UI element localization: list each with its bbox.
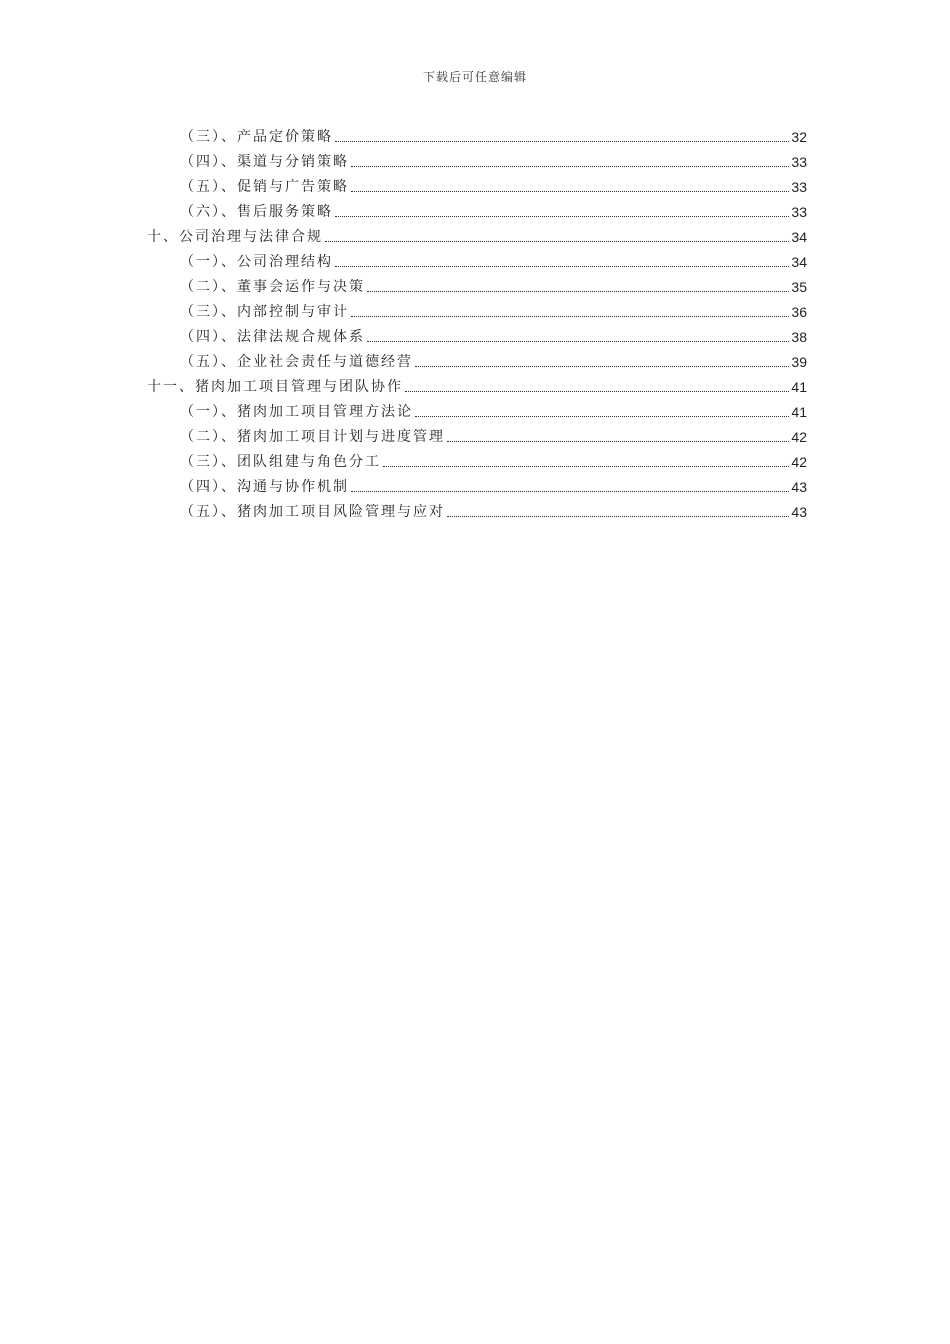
toc-dot-leader	[367, 341, 789, 342]
toc-dot-leader	[367, 291, 789, 292]
toc-page-number: 33	[791, 154, 807, 170]
toc-dot-leader	[351, 316, 789, 317]
toc-page-number: 43	[791, 504, 807, 520]
toc-entry[interactable]	[180, 451, 807, 473]
toc-entry-title: （二）、董事会运作与决策	[180, 279, 365, 295]
toc-page-number: 43	[791, 479, 807, 495]
toc-page-number: 32	[791, 129, 807, 145]
toc-entry-title: （四）、渠道与分销策略	[180, 154, 349, 170]
toc-entry[interactable]	[180, 176, 807, 198]
toc-entry[interactable]	[180, 276, 807, 298]
toc-entry[interactable]	[180, 301, 807, 323]
toc-entry-title: （一）、猪肉加工项目管理方法论	[180, 404, 413, 420]
toc-entry-title: （四）、法律法规合规体系	[180, 329, 365, 345]
toc-entry[interactable]	[180, 476, 807, 498]
toc-entry-title: （一）、公司治理结构	[180, 254, 333, 270]
toc-page-number: 34	[791, 229, 807, 245]
toc-dot-leader	[415, 416, 789, 417]
toc-dot-leader	[335, 266, 789, 267]
toc-dot-leader	[325, 241, 789, 242]
toc-page-number: 39	[791, 354, 807, 370]
page-header: 下载后可任意编辑	[422, 70, 527, 84]
toc-entry[interactable]	[180, 201, 807, 223]
toc-page-number: 41	[791, 404, 807, 420]
toc-entry[interactable]	[180, 326, 807, 348]
toc-entry[interactable]	[180, 351, 807, 373]
toc-entry-title: （三）、产品定价策略	[180, 129, 333, 145]
toc-page-number: 34	[791, 254, 807, 270]
toc-entry-title: （四）、沟通与协作机制	[180, 479, 349, 495]
toc-page-number: 36	[791, 304, 807, 320]
toc-dot-leader	[335, 216, 789, 217]
toc-chapter-entry[interactable]	[147, 376, 807, 398]
toc-page-number: 35	[791, 279, 807, 295]
toc-entry[interactable]	[180, 501, 807, 523]
toc-entry-title: 十、公司治理与法律合规	[147, 229, 323, 245]
toc-chapter-entry[interactable]	[147, 226, 807, 248]
toc-dot-leader	[447, 441, 789, 442]
toc-entry[interactable]	[180, 251, 807, 273]
toc-entry-title: （五）、猪肉加工项目风险管理与应对	[180, 504, 445, 520]
toc-entry-title: （三）、内部控制与审计	[180, 304, 349, 320]
toc-dot-leader	[447, 516, 789, 517]
toc-entry-title: （五）、企业社会责任与道德经营	[180, 354, 413, 370]
toc-entry[interactable]	[180, 151, 807, 173]
toc-dot-leader	[383, 466, 789, 467]
toc-entry-title: 十一、猪肉加工项目管理与团队协作	[147, 379, 403, 395]
toc-page-number: 41	[791, 379, 807, 395]
toc-entry[interactable]	[180, 426, 807, 448]
toc-dot-leader	[351, 491, 789, 492]
toc-entry[interactable]	[180, 126, 807, 148]
toc-entry-title: （五）、促销与广告策略	[180, 179, 349, 195]
toc-page-number: 42	[791, 454, 807, 470]
toc-entry[interactable]	[180, 401, 807, 423]
toc-entry-title: （六）、售后服务策略	[180, 204, 333, 220]
toc-page-number: 33	[791, 204, 807, 220]
toc-dot-leader	[335, 141, 789, 142]
toc-dot-leader	[405, 391, 789, 392]
toc-dot-leader	[351, 166, 789, 167]
toc-entry-title: （二）、猪肉加工项目计划与进度管理	[180, 429, 445, 445]
toc-page-number: 42	[791, 429, 807, 445]
toc-page-number: 33	[791, 179, 807, 195]
toc-entry-title: （三）、团队组建与角色分工	[180, 454, 381, 470]
toc-dot-leader	[351, 191, 789, 192]
toc-page-number: 38	[791, 329, 807, 345]
toc-dot-leader	[415, 366, 789, 367]
